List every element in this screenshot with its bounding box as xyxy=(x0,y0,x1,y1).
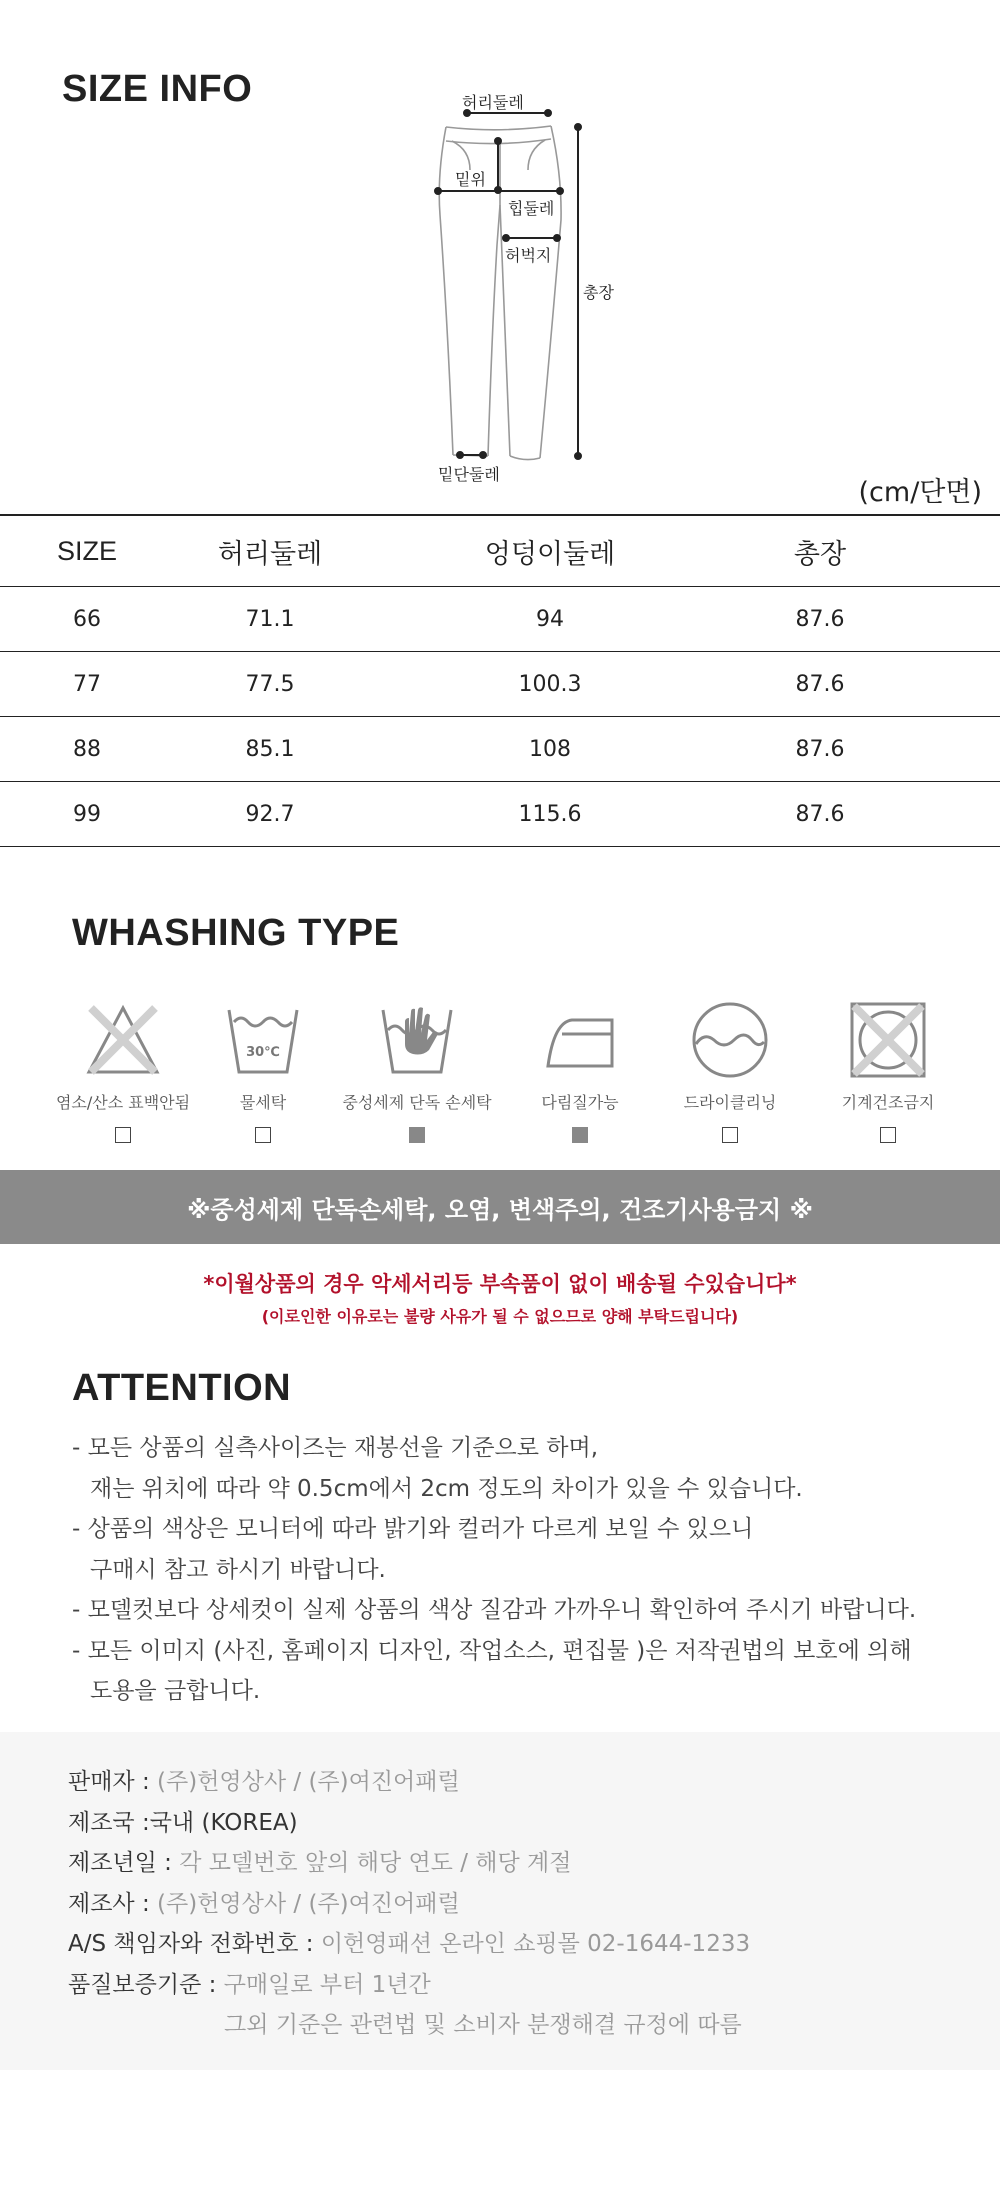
table-cell: 77 xyxy=(73,671,101,697)
info-value: 이헌영패션 온라인 쇼핑몰 02-1644-1233 xyxy=(320,1931,751,1957)
wash-checkbox-checked xyxy=(409,1127,425,1143)
table-cell: 100.3 xyxy=(518,671,582,697)
info-warranty xyxy=(68,1965,750,2006)
wash-item-no-tumble xyxy=(813,1000,963,1143)
table-cell: 115.6 xyxy=(518,801,582,827)
table-row xyxy=(0,652,1000,717)
info-label: 품질보증기준 : xyxy=(68,1971,224,1998)
wash-label: 염소/산소 표백안됨 xyxy=(55,1093,191,1112)
table-cell: 108 xyxy=(529,736,571,762)
table-cell: 87.6 xyxy=(795,671,845,697)
table-cell: 66 xyxy=(73,606,101,632)
attention-line: 도용을 금합니다. xyxy=(90,1678,261,1704)
info-label: 제조국 : xyxy=(68,1809,150,1836)
table-row xyxy=(0,587,1000,652)
wash-temp: 30℃ xyxy=(246,1045,280,1060)
table-cell: 85.1 xyxy=(245,736,295,762)
info-value: 각 모델번호 앞의 해당 연도 / 해당 계절 xyxy=(179,1850,572,1876)
info-as xyxy=(68,1924,750,1965)
wash-label: 중성세제 단독 손세탁 xyxy=(342,1093,492,1112)
diagram-label-thigh: 허벅지 xyxy=(505,246,552,265)
diagram-label-hip: 힙둘레 xyxy=(508,199,555,218)
table-cell: 92.7 xyxy=(245,801,295,827)
wash-item-hand xyxy=(342,1000,492,1143)
wash-checkbox xyxy=(115,1127,131,1143)
size-table xyxy=(0,514,1000,847)
diagram-label-hem: 밑단둘레 xyxy=(438,465,500,484)
wash-item-no-bleach xyxy=(48,1000,198,1143)
unit-label: (cm/단면) xyxy=(858,477,982,508)
wash-item-water xyxy=(188,1000,338,1143)
column-header: 엉덩이둘레 xyxy=(484,538,616,570)
wash-checkbox xyxy=(722,1127,738,1143)
info-label: 제조년일 : xyxy=(68,1850,180,1876)
info-maker xyxy=(68,1884,750,1925)
wash-label: 다림질가능 xyxy=(541,1093,619,1112)
dry-clean-icon xyxy=(690,1000,770,1080)
size-info-title: SIZE INFO xyxy=(62,68,253,110)
no-tumble-dry-icon xyxy=(848,1000,928,1080)
table-cell: 99 xyxy=(73,801,101,827)
table-cell: 88 xyxy=(73,736,101,762)
info-country xyxy=(68,1803,750,1844)
wash-label: 드라이클리닝 xyxy=(683,1093,777,1112)
iron-icon xyxy=(540,1000,620,1080)
water-wash-icon xyxy=(223,1000,303,1080)
table-cell: 87.6 xyxy=(795,736,845,762)
outlet-warning: *이월상품의 경우 악세서리등 부속품이 없이 배송될 수있습니다* xyxy=(203,1272,797,1296)
diagram-label-waist: 허리둘레 xyxy=(462,93,524,112)
table-row xyxy=(0,717,1000,782)
table-header xyxy=(0,514,1000,587)
info-value: 구매일로 부터 1년간 xyxy=(223,1971,431,1998)
attention-line: 재는 위치에 따라 약 0.5cm에서 2cm 정도의 차이가 있을 수 있습니다. xyxy=(90,1475,803,1502)
table-cell: 87.6 xyxy=(795,606,845,632)
info-label: 판매자 : xyxy=(68,1769,158,1795)
attention-line: 구매시 참고 하시기 바랍니다. xyxy=(90,1556,386,1583)
wash-checkbox xyxy=(255,1127,271,1143)
table-cell: 77.5 xyxy=(245,671,295,697)
wash-item-dry-clean xyxy=(655,1000,805,1143)
column-header: SIZE xyxy=(56,535,117,566)
info-value: (주)헌영상사 / (주)여진어패럴 xyxy=(157,1890,460,1917)
info-label: A/S 책임자와 전화번호 : xyxy=(68,1931,321,1957)
attention-line: - 모든 이미지 (사진, 홈페이지 디자인, 작업소스, 편집물 )은 저작권법의 보호에 의해 xyxy=(72,1637,912,1664)
diagram-label-length: 총장 xyxy=(583,283,614,302)
info-warranty-extra: 그외 기준은 관련법 및 소비자 분쟁해결 규정에 따름 xyxy=(224,2012,742,2038)
info-value: 국내 (KOREA) xyxy=(149,1809,298,1836)
info-date xyxy=(68,1843,750,1884)
attention-line: - 모든 상품의 실측사이즈는 재봉선을 기준으로 하며, xyxy=(72,1435,599,1461)
table-cell: 94 xyxy=(536,606,564,632)
wash-checkbox-checked xyxy=(572,1127,588,1143)
attention-line: - 모델컷보다 상세컷이 실제 상품의 색상 질감과 가까우니 확인하여 주시기 바랍니다. xyxy=(72,1597,917,1623)
hand-wash-icon xyxy=(377,1000,457,1080)
washing-notice-banner: ※중성세제 단독손세탁, 오염, 변색주의, 건조기사용금지 ※ xyxy=(0,1170,1000,1244)
info-seller xyxy=(68,1762,750,1803)
wash-label: 기계건조금지 xyxy=(841,1093,935,1112)
wash-label: 물세탁 xyxy=(239,1093,287,1112)
washing-title: WHASHING TYPE xyxy=(72,912,400,954)
column-header: 총장 xyxy=(793,538,847,570)
table-row xyxy=(0,782,1000,847)
table-cell: 87.6 xyxy=(795,801,845,827)
attention-title: ATTENTION xyxy=(72,1367,292,1409)
attention-list xyxy=(72,1428,916,1712)
diagram-label-rise: 밑위 xyxy=(455,170,486,189)
attention-line: - 상품의 색상은 모니터에 따라 밝기와 컬러가 다르게 보일 수 있으니 xyxy=(72,1516,754,1542)
wash-checkbox xyxy=(880,1127,896,1143)
info-label: 제조사 : xyxy=(68,1890,158,1917)
product-info-box xyxy=(0,1732,1000,2070)
info-value: (주)헌영상사 / (주)여진어패럴 xyxy=(157,1769,460,1795)
column-header: 허리둘레 xyxy=(217,538,323,570)
no-bleach-icon xyxy=(83,1000,163,1080)
wash-item-iron xyxy=(505,1000,655,1143)
table-cell: 71.1 xyxy=(245,606,295,632)
outlet-warning-sub: (이로인한 이유로는 불량 사유가 될 수 없으므로 양해 부탁드립니다) xyxy=(261,1307,739,1326)
